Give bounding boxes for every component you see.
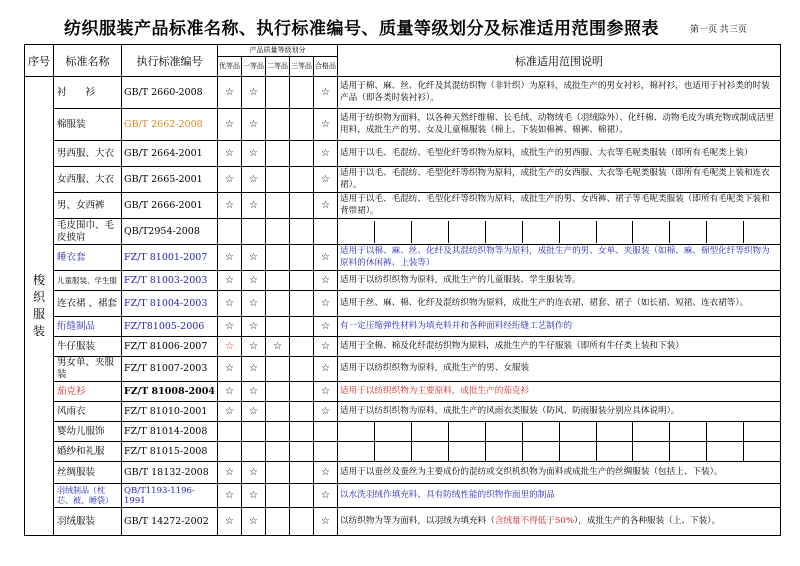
page-info: 第一页 共三页 (690, 25, 747, 35)
grade-star: ☆ (242, 402, 266, 422)
scope-text: 以水洗羽绒作填充料、具有防绒性能的织物作面里的制品 (338, 484, 781, 508)
grade-star: ☆ (314, 167, 338, 193)
scope-text: 适用于以蚕丝及蚕丝为主要成份的混纺或交织机织物为面料或成批生产的丝绸服装（包括上、下装）。 (338, 462, 781, 484)
standard-code: FZ/T 81010-2001 (122, 402, 218, 422)
grade-star: ☆ (218, 291, 242, 317)
grade-star: ☆ (242, 77, 266, 109)
standard-code: FZ/T81005-2006 (122, 317, 218, 337)
scope-text: 适用于以纺织织物为主要原料，成批生产的茄克衫 (338, 382, 781, 402)
table-row (25, 382, 781, 402)
grade-star: ☆ (242, 317, 266, 337)
grade-star: ☆ (314, 271, 338, 291)
grade-star: ☆ (242, 193, 266, 219)
page-title: 纺织服装产品标准名称、执行标准编号、质量等级划分及标准适用范围参照表 (64, 19, 659, 39)
scope-text: 有一定压缩弹性材料为填充料并和各种面料经绗缝工艺制作的 (338, 317, 781, 337)
standard-name: 女西服、大衣 (54, 167, 122, 193)
standard-code: GB/T 14272-2002 (122, 508, 218, 536)
standard-code: FZ/T 81001-2007 (122, 245, 218, 271)
grade-star: ☆ (242, 167, 266, 193)
header-grade-premium: 优等品 (218, 57, 242, 77)
standard-name: 羽绒制品（枕芯、被、睡袋） (54, 484, 122, 508)
table-row (25, 271, 781, 291)
grade-star: ☆ (242, 271, 266, 291)
standard-code: GB/T 18132-2008 (122, 462, 218, 484)
grade-star: ☆ (242, 484, 266, 508)
scope-text-post: ），成批生产的各种服装（上、下装）。 (574, 515, 721, 526)
standard-code: GB/T 2662-2008 (122, 109, 218, 141)
grade-star: ☆ (242, 245, 266, 271)
table-row (25, 193, 781, 219)
grade-star: ☆ (218, 402, 242, 422)
table-row (25, 462, 781, 484)
grade-star: ☆ (314, 337, 338, 357)
grade-star: ☆ (218, 141, 242, 167)
grade-star: ☆ (314, 245, 338, 271)
scope-text: 适用于全棉、棉及化纤混纺织物为原料，成批生产的牛仔服装（即所有牛仔类上装和下装） (338, 337, 781, 357)
standard-name: 连衣裙 、裙套 (54, 291, 122, 317)
scope-text-highlight: 含绒量不得低于50% (494, 515, 575, 526)
table-row (25, 219, 781, 245)
grade-star: ☆ (218, 167, 242, 193)
table-row (25, 402, 781, 422)
grade-star: ☆ (242, 508, 266, 536)
grade-star: ☆ (314, 484, 338, 508)
table-row (25, 77, 781, 109)
standard-code: QB/T2954-2008 (122, 219, 218, 245)
category-cell (25, 77, 54, 536)
standard-code: GB/T 2665-2001 (122, 167, 218, 193)
standard-name: 衬 衫 (54, 77, 122, 109)
standard-code: FZ/T 81004-2003 (122, 291, 218, 317)
standard-name: 婴幼儿服饰 (54, 422, 122, 442)
standard-code: FZ/T 81006-2007 (122, 337, 218, 357)
grade-star: ☆ (314, 291, 338, 317)
standard-name: 风雨衣 (54, 402, 122, 422)
table-row (25, 109, 781, 141)
header-grade-first: 一等品 (242, 57, 266, 77)
grade-star: ☆ (314, 141, 338, 167)
grade-star: ☆ (218, 337, 242, 357)
grade-star: ☆ (314, 109, 338, 141)
header-grades: 产品质量等级划分 (218, 45, 338, 57)
scope-text: 适用于丝、麻、棉、化纤及混纺织物为原料，成批生产的连衣裙、裙套、裙子（如长裙、短裙、连衣裙等）。 (338, 291, 781, 317)
grade-star: ☆ (218, 462, 242, 484)
grade-star: ☆ (242, 109, 266, 141)
table-row (25, 508, 781, 536)
header-grade-qualified: 合格品 (314, 57, 338, 77)
scope-text (338, 508, 781, 536)
grade-star: ☆ (314, 508, 338, 536)
standard-name: 绗缝制品 (54, 317, 122, 337)
grade-star: ☆ (314, 402, 338, 422)
grade-star: ☆ (314, 317, 338, 337)
standard-code: GB/T 2666-2001 (122, 193, 218, 219)
grade-star: ☆ (242, 382, 266, 402)
standard-code: FZ/T 81003-2003 (122, 271, 218, 291)
table-row (25, 422, 781, 442)
category-label: 梭织服装 (32, 273, 45, 338)
standard-name: 婚纱和礼服 (54, 442, 122, 462)
grade-star: ☆ (242, 337, 266, 357)
standard-name: 茄克衫 (54, 382, 122, 402)
table-row (25, 337, 781, 357)
header-grade-second: 二等品 (266, 57, 290, 77)
scope-text: 适用于以棉、麻、丝、化纤及其混纺织物等为原料，成批生产的男、女单、夹服装（如棉、麻、棉型化纤等织物为原料的休闲裤、上装等） (338, 245, 781, 271)
grade-star: ☆ (266, 337, 290, 357)
standard-name: 毛皮围巾、毛皮披肩 (54, 219, 122, 245)
standard-name: 睡衣套 (54, 245, 122, 271)
table-row (25, 442, 781, 462)
header-grade-third: 三等品 (290, 57, 314, 77)
standard-code: FZ/T 81007-2003 (122, 357, 218, 382)
grade-star: ☆ (218, 317, 242, 337)
grade-star: ☆ (218, 484, 242, 508)
standard-name: 男女单、夹服装 (54, 357, 122, 382)
grade-star: ☆ (242, 291, 266, 317)
standards-table (24, 44, 781, 536)
grade-star: ☆ (218, 77, 242, 109)
grade-star: ☆ (314, 193, 338, 219)
standard-name: 儿童服装、学生服 (54, 271, 122, 291)
standard-name: 牛仔服装 (54, 337, 122, 357)
standard-name: 男西服、大衣 (54, 141, 122, 167)
grade-star: ☆ (314, 357, 338, 382)
scope-text: 适用于以纺织织物为原料，成批生产的儿童服装、学生服装等。 (338, 271, 781, 291)
grade-star: ☆ (314, 382, 338, 402)
grade-star: ☆ (314, 462, 338, 484)
grade-star: ☆ (218, 357, 242, 382)
grade-star: ☆ (218, 245, 242, 271)
scope-text: 适用于以毛、毛混纺、毛型化纤等织物为原料，成批生产的女西服、大衣等毛呢类服装（即所有毛呢类上装和连衣裙）。 (338, 167, 781, 193)
standard-code: FZ/T 81015-2008 (122, 442, 218, 462)
header-code: 执行标准编号 (122, 45, 218, 77)
scope-text: 适用于以纺织织物为原料，成批生产的风雨衣类服装（防风、防雨服装分别应具体说明）。 (338, 402, 781, 422)
table-row (25, 317, 781, 337)
table-row (25, 291, 781, 317)
scope-text: 适用于以纺织织物为原料，成批生产的男、女服装 (338, 357, 781, 382)
table-row (25, 141, 781, 167)
standard-name: 棉服装 (54, 109, 122, 141)
standard-code: FZ/T 81014-2008 (122, 422, 218, 442)
header-scope: 标准适用范围说明 (338, 45, 781, 77)
grade-star: ☆ (218, 193, 242, 219)
grade-star: ☆ (218, 382, 242, 402)
grade-star: ☆ (218, 109, 242, 141)
table-row (25, 167, 781, 193)
scope-text: 适用于以毛、毛混纺、毛型化纤等织物为原料，成批生产的男、女西裤、裙子等毛呢类服装（即所有毛呢类下装和背带裙）。 (338, 193, 781, 219)
table-row (25, 245, 781, 271)
scope-text: 适用于以毛、毛混纺、毛型化纤等织物为原料，成批生产的男西服、大衣等毛呢类服装（即所有毛呢类上装） (338, 141, 781, 167)
standard-name: 男、女西裤 (54, 193, 122, 219)
header-name: 标准名称 (54, 45, 122, 77)
table-row (25, 484, 781, 508)
scope-text: 适用于纺织物为面料，以各种天然纤维棉、长毛绒、动物绒毛（羽绒除外）、化纤棉、动物毛皮为填充物或制成活里用料，成批生产的男、女及儿童棉服装（棉上、下装如棉裤、棉裤、棉裙）。 (338, 109, 781, 141)
grade-star: ☆ (242, 141, 266, 167)
grade-star: ☆ (242, 462, 266, 484)
grade-star: ☆ (242, 357, 266, 382)
grade-star: ☆ (314, 77, 338, 109)
standard-code: GB/T 2664-2001 (122, 141, 218, 167)
standard-code: GB/T 2660-2008 (122, 77, 218, 109)
grade-star: ☆ (218, 508, 242, 536)
standard-name: 羽绒服装 (54, 508, 122, 536)
standard-code: FZ/T 81008-2004 (122, 382, 218, 402)
header-seq: 序号 (25, 45, 54, 77)
grade-star: ☆ (218, 271, 242, 291)
scope-text: 适用于棉、麻、丝、化纤及其混纺织物（非针织）为原料，成批生产的男女衬衫，棉衬衫，也适用于衬衫类的时装产品（即各类时装衬衫）。 (338, 77, 781, 109)
table-row (25, 357, 781, 382)
standard-code: QB/T1193-1196-1991 (122, 484, 218, 508)
scope-text-pre: 以纺织物为等为面料，以羽绒为填充料（ (340, 515, 495, 526)
standard-name: 丝绸服装 (54, 462, 122, 484)
